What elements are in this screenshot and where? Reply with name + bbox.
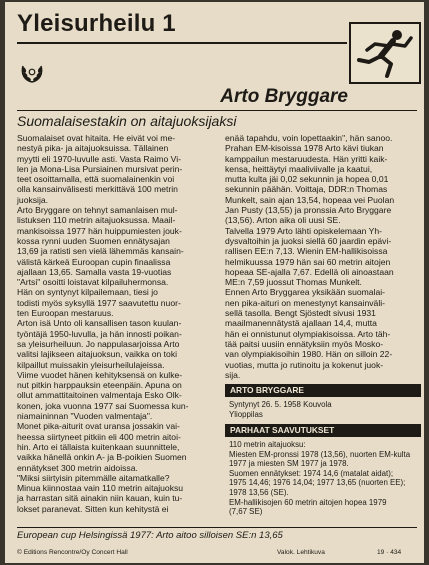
text-line: olla kansainvälisesti merkittävä 100 metrin bbox=[17, 184, 178, 195]
achievement-line: Miesten EM-pronssi 1978 (13,56), nuorten EM-kulta bbox=[229, 449, 411, 459]
text-line: todisti myös syksyllä 1977 saavutettu nuor- bbox=[17, 297, 181, 308]
text-line: len ja Mona-Lisa Pursiainen mursivat perin- bbox=[17, 163, 183, 174]
text-line: Arton isä Unto oli kansallisen tason kuulan- bbox=[17, 318, 182, 329]
text-line: (13,56). Arton aika oli uusi SE. bbox=[225, 215, 341, 226]
article-column-right bbox=[225, 133, 420, 380]
text-line: Talvella 1979 Arto lähti opiskelemaan Yh- bbox=[225, 225, 383, 236]
text-line: kilpaillut muissakin yleisurheilulajeissa. bbox=[17, 359, 165, 370]
text-line: myytti eli 1970-luvulle asti. Vasta Raimo Vi- bbox=[17, 153, 181, 164]
text-line: Arto Bryggare on tehnyt samanlaisen mul- bbox=[17, 205, 178, 216]
card-number: 19 · 434 bbox=[377, 549, 402, 556]
text-line: Minua kiinnostaa vain 110 metrin aitajuoksu bbox=[17, 483, 184, 494]
text-line: Viime vuodet hänen kehityksensä on kulke- bbox=[17, 369, 183, 380]
footer-divider bbox=[17, 527, 417, 528]
achievement-line: 1975 14,46; 1976 14,04; 1977 13,65 (nuorten EE); bbox=[229, 478, 406, 488]
text-line: heessa siirtyneet pitkiin eli 400 metrin aitoi- bbox=[17, 431, 181, 442]
text-line: Suomalaiset ovat hitaita. He eivät voi me- bbox=[17, 133, 176, 143]
photo-caption: European cup Helsingissä 1977: Arto aitoo silloisen SE:n 13,65 bbox=[17, 530, 283, 541]
text-line: nestyä pika- ja aitajuoksuissa. Tällainen bbox=[17, 143, 169, 154]
athlete-name: Arto Bryggare bbox=[220, 86, 348, 107]
text-line: sekunnin päähän. Voittaja, DDR:n Thomas bbox=[225, 184, 388, 195]
text-line: Ennen Arto Bryggarea yksikään suomalai- bbox=[225, 287, 386, 298]
text-line: listuksen 110 metrin aitajuoksussa. Maail- bbox=[17, 215, 176, 226]
achievement-line: 1978 13,56 (SE). bbox=[229, 487, 289, 497]
text-line: vaikka hänellä onkin A- ja B-poikien Suomen bbox=[17, 452, 187, 463]
text-line: 13,69 ja ratisti sen vielä lähemmäs kansain- bbox=[17, 246, 184, 257]
text-line: Monet pika-aiturit ovat uransa jossakin vai- bbox=[17, 421, 180, 432]
card-title: Yleisurheilu 1 bbox=[17, 10, 176, 37]
text-line: ten Euroopan mestaruus. bbox=[17, 308, 114, 319]
text-line: kensa, heittäytyi maaliviivalle ja kaatui, bbox=[225, 163, 373, 174]
text-line: Prahan EM-kisoissa 1978 Arto kävi tiukan bbox=[225, 143, 384, 154]
text-line: van olympiakisoihin 1980. Hän on silloin 22- bbox=[225, 349, 393, 360]
sprinter-icon bbox=[349, 22, 421, 84]
text-line: Jan Pusty (13,55) ja pronssia Arto Bryggare bbox=[225, 205, 392, 216]
achievement-line: 110 metrin aitajuoksu: bbox=[229, 440, 306, 449]
text-line: sija. bbox=[225, 369, 241, 380]
education-info: Ylioppilas bbox=[229, 409, 263, 419]
text-line: konen, joka vuonna 1977 sai Suomessa kun- bbox=[17, 400, 189, 411]
info-box bbox=[229, 400, 332, 419]
text-line: helmikuussa 1979 hän sai 60 metrin aitojen bbox=[225, 256, 391, 267]
text-line: mutta kulta jäi 0,02 sekunnin ja hopea 0,01 bbox=[225, 174, 389, 185]
text-line: Hän on syntynyt kilpailemaan, tiesi jo bbox=[17, 287, 158, 298]
publisher-credit: © Editions Rencontre/Oy Concert Hall bbox=[17, 549, 128, 556]
text-line: hopeaa SE-ajalla 7,67. Edellä oli ainoastaan bbox=[225, 266, 394, 277]
text-line: rallisen EE:n 7,13. Wienin EM-hallikisoissa bbox=[225, 246, 388, 257]
text-line: ja harrastan sitä ainakin niin kauan, kuin tu- bbox=[17, 493, 183, 504]
subtitle-divider bbox=[17, 110, 417, 111]
achievement-line: Suomen ennätykset: 1974 14,6 (matalat aidat); bbox=[229, 468, 394, 478]
text-line: vuotias, mutta jo rutinoitu ja kokenut juok- bbox=[225, 359, 384, 370]
text-line: maailmanennätystä ajallaan 14,4, mutta bbox=[225, 318, 377, 329]
text-line: valitsi lajikseen aitajuoksun, vaikka on toki bbox=[17, 349, 178, 360]
sports-card bbox=[5, 2, 424, 563]
text-line: juoksija. bbox=[17, 194, 49, 205]
text-line: teet osoittamalla, että suomalainenkin voi bbox=[17, 174, 175, 185]
text-line: dysvaltoihin ja juoksi siellä 60 jaardin epävi- bbox=[225, 235, 392, 246]
achievement-line: 1977 ja miesten SM 1977 ja 1978. bbox=[229, 459, 349, 469]
olympic-wreath-icon bbox=[19, 62, 45, 84]
photo-credit: Valok. Lehtikuva bbox=[277, 549, 325, 556]
text-line: lokset paranevat. Sitten kun kehitystä ei bbox=[17, 503, 169, 514]
text-line: ME:n 7,59 juossut Thomas Munkelt. bbox=[225, 277, 362, 288]
text-line: mankisoissa 1977 hän huippumiesten jouk- bbox=[17, 225, 182, 236]
text-line: välistä kärkeä Euroopan cupin finaalissa bbox=[17, 256, 171, 267]
text-line: nen pika-aituri on menestynyt kansainväli- bbox=[225, 297, 386, 308]
achievement-line: EM-hallikisojen 60 metrin aitojen hopea 1979 bbox=[229, 497, 387, 507]
birth-info: Syntynyt 26. 5. 1958 Kouvola bbox=[229, 400, 332, 409]
text-line: kossa rynni uuden Suomen ennätysajan bbox=[17, 235, 170, 246]
text-line: ajallaan 13,65. Samalla vasta 19-vuotias bbox=[17, 266, 172, 277]
text-line: ollut ammattitaitoinen valmentaja Esko Olk- bbox=[17, 390, 182, 401]
text-line: kamppailun mestaruudesta. Hän yritti kaik- bbox=[225, 153, 388, 164]
text-line: sa yleisurheiluun. Jo nappulasarjoissa Arto bbox=[17, 338, 180, 349]
achievements-heading: PARHAAT SAAVUTUKSET bbox=[225, 424, 421, 437]
text-line: hän ei onnistunut olympiakisoissa. Arto täh- bbox=[225, 328, 391, 339]
text-line: enää tapahdu, voin lopettaakin", hän sanoo. bbox=[225, 133, 393, 143]
achievements-list bbox=[229, 440, 410, 517]
info-box-heading: ARTO BRYGGARE bbox=[225, 384, 421, 397]
text-line: niamaininnan "Vuoden valmentaja". bbox=[17, 411, 153, 422]
text-line: tää paitsi uusiin ennätyksiin myös Mosko- bbox=[225, 338, 384, 349]
text-line: hin. Arto ei tällaista kuitenkaan suunnittele, bbox=[17, 441, 180, 452]
article-subtitle: Suomalaisestakin on aitajuoksijaksi bbox=[17, 113, 237, 129]
achievement-line: (7,67 SE) bbox=[229, 507, 263, 517]
header-divider bbox=[17, 42, 347, 44]
text-line: työntäjä 1950-luvulla, ja hän innosti poikan- bbox=[17, 328, 182, 339]
text-line: ennätykset 300 metrin aidoissa. bbox=[17, 462, 138, 473]
text-line: nut pitkin harppauksin eteenpäin. Apuna on bbox=[17, 380, 182, 391]
text-line: "Miksi siirtyisin pitemmälle aitamatkalle? bbox=[17, 472, 170, 483]
text-line: "Artsi" osoitti loistavat kilpailuhermonsa. bbox=[17, 277, 169, 288]
text-line: sellä tasolla. Bengt Sjöstedt sivusi 1931 bbox=[225, 308, 376, 319]
article-column-left bbox=[17, 133, 222, 514]
text-line: Munkelt, sain ajan 13,54, hopeaa vei Puolan bbox=[225, 194, 395, 205]
